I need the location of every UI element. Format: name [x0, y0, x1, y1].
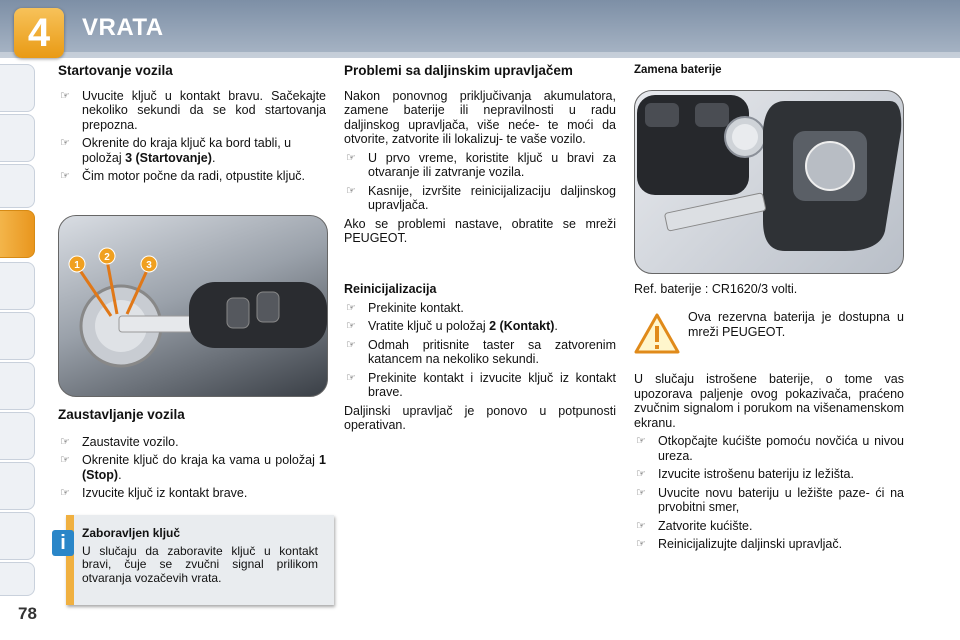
position-label-3: 3 [146, 260, 152, 271]
hand-pointer-icon: ☞ [636, 468, 646, 480]
list-item: ☞ Uvucite ključ u kontakt bravu. Sačekajte nekoliko sekundi da se kod startovanja prepozna. [60, 88, 326, 132]
hand-pointer-icon: ☞ [346, 151, 356, 164]
chapter-tab[interactable] [0, 512, 35, 560]
list-item: ☞ Kasnije, izvršite reinicijalizaciju daljinskog upravljača. [346, 183, 616, 212]
hand-pointer-icon: ☞ [346, 371, 356, 384]
chapter-tab[interactable] [0, 64, 35, 112]
list-item: ☞ Izvucite ključ iz kontakt brave. [60, 486, 248, 500]
list-item: ☞ Zatvorite kućište. [636, 518, 753, 533]
hand-pointer-icon: ☞ [60, 170, 70, 182]
hand-pointer-icon: ☞ [60, 487, 70, 499]
list-item: ☞ Reinicijalizujte daljinski upravljač. [636, 537, 843, 551]
hand-pointer-icon: ☞ [60, 454, 70, 466]
hand-pointer-icon: ☞ [636, 538, 646, 550]
list-item: ☞ Čim motor počne da radi, otpustite ključ. [60, 169, 306, 183]
ignition-photo [58, 215, 328, 397]
problemi-section [344, 64, 616, 250]
list-item: ☞ Otkopčajte kućište pomoću novčića u nivou ureza. [636, 434, 904, 463]
paragraph: U slučaju istrošene baterije, o tome vas upozorava paljenje ovog pokazivača, praćeno zvučnim signalom i porukom na višenamenskom ekranu. [634, 372, 904, 430]
hand-pointer-icon: ☞ [346, 184, 356, 197]
chapter-badge: 4 [14, 8, 64, 58]
chapter-tab-active[interactable] [0, 210, 35, 258]
info-icon: i [52, 530, 74, 556]
page-number: 78 [18, 604, 37, 623]
hand-pointer-icon: ☞ [346, 320, 356, 332]
ignition-key-illustration [59, 216, 327, 396]
chapter-tab[interactable] [0, 462, 35, 510]
hand-pointer-icon: ☞ [346, 301, 356, 314]
paragraph: Daljinski upravljač je ponovo u potpunosti operativan. [344, 403, 616, 432]
warning-icon [634, 312, 680, 354]
section-heading: Reinicijalizacija [344, 282, 437, 296]
page-title: VRATA [82, 14, 164, 41]
list-item: ☞ Okrenite ključ do kraja ka vama u položaj 1 (Stop). [60, 453, 326, 482]
startovanje-section [58, 64, 326, 188]
hand-pointer-icon: ☞ [636, 519, 646, 532]
list-item: ☞ Izvucite istrošenu bateriju iz ležišta. [636, 467, 854, 481]
section-heading: Zaustavljanje vozila [58, 407, 185, 422]
info-title: Zaboravljen ključ [82, 526, 181, 540]
list-item: ☞ Zaustavite vozilo. [60, 434, 179, 449]
reinicijalizacija-section [344, 282, 616, 437]
chapter-tab[interactable] [0, 114, 35, 162]
hand-pointer-icon: ☞ [60, 435, 70, 448]
position-label-2: 2 [104, 252, 110, 263]
position-label-1: 1 [74, 260, 80, 271]
list-item: ☞ Okrenite do kraja ključ ka bord tabli, u položaj 3 (Startovanje). [60, 136, 292, 165]
list-item: ☞ Prekinite kontakt i izvucite ključ iz kontakt brave. [346, 370, 616, 399]
info-text: U slučaju da zaboravite ključ u kontakt bravi, čuje se zvučni signal prilikom otvaranja vozačevih vrata. [82, 543, 318, 585]
chapter-tab[interactable] [0, 562, 35, 596]
list-item: ☞ U prvo vreme, koristite ključ u bravi za otvaranje ili zatvranje vozila. [346, 150, 616, 179]
paragraph: Ako se problemi nastave, obratite se mreži PEUGEOT. [344, 216, 616, 245]
info-box [66, 515, 334, 605]
paragraph: Nakon ponovnog priključivanja akumulatora, zamene baterije ili nepravilnosti u radu daljinskog upravljača, više neće- te moći da otvorite, zatvorite ili lokalizuj- te vaše vozilo. [344, 88, 616, 146]
section-heading: Startovanje vozila [58, 63, 173, 78]
chapter-tab[interactable] [0, 312, 35, 360]
section-heading: Problemi sa daljinskim upravljačem [344, 63, 573, 78]
list-item: ☞ Vratite ključ u položaj 2 (Kontakt). [346, 319, 558, 333]
battery-ref: Ref. baterije : CR1620/3 volti. [634, 282, 798, 296]
zamena-section [634, 372, 904, 556]
chapter-tab[interactable] [0, 164, 35, 208]
list-item: ☞ Uvucite novu bateriju u ležište paze- ći na prvobitni smer, [636, 485, 904, 514]
hand-pointer-icon: ☞ [636, 435, 646, 447]
list-item: ☞ Prekinite kontakt. [346, 300, 464, 315]
battery-photo [634, 90, 904, 274]
chapter-tab[interactable] [0, 412, 35, 460]
hand-pointer-icon: ☞ [60, 89, 70, 102]
hand-pointer-icon: ☞ [346, 338, 356, 351]
hand-pointer-icon: ☞ [60, 137, 70, 149]
hand-pointer-icon: ☞ [636, 486, 646, 499]
warning-text: Ova rezervna baterija je dostupna u mreži PEUGEOT. [688, 310, 904, 339]
zaustavljanje-section [58, 408, 326, 505]
chapter-tab[interactable] [0, 362, 35, 410]
list-item: ☞ Odmah pritisnite taster sa zatvorenim katancem na nekoliko sekundi. [346, 337, 616, 366]
chapter-tab[interactable] [0, 262, 35, 310]
key-battery-illustration [635, 91, 903, 273]
section-heading: Zamena baterije [634, 64, 722, 76]
